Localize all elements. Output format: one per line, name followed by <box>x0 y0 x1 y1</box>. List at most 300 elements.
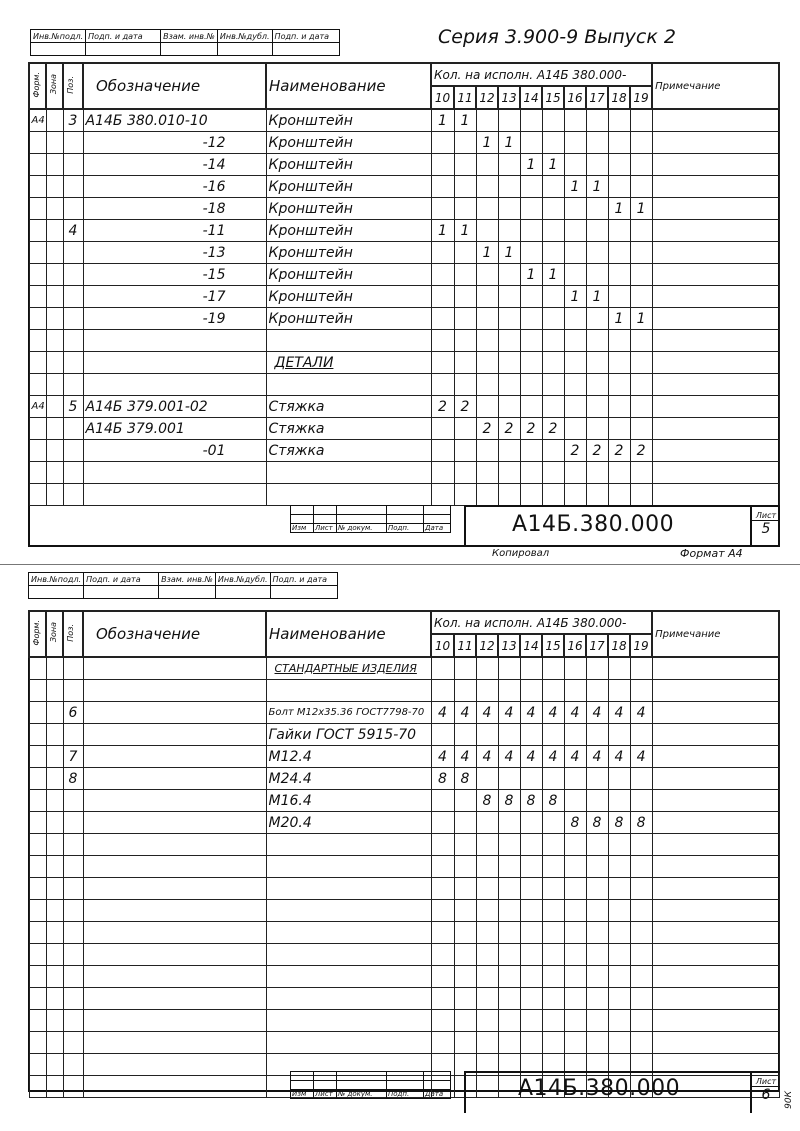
qty-cell <box>564 790 586 812</box>
table-row <box>29 856 779 878</box>
qty-cell <box>476 330 498 352</box>
zone-cell <box>46 812 63 834</box>
qty-cell: 2 <box>454 396 476 418</box>
table-row <box>29 900 779 922</box>
qty-cell <box>520 834 542 856</box>
qty-cell <box>630 922 652 944</box>
qty-cell <box>454 944 476 966</box>
qty-cell: 4 <box>542 746 564 768</box>
qty-cell <box>454 462 476 484</box>
pos-cell <box>63 900 83 922</box>
qty-cell: 1 <box>630 198 652 220</box>
format-cell <box>29 900 46 922</box>
qty-cell <box>630 132 652 154</box>
qty-cell <box>630 374 652 396</box>
variant-header-19: 19 <box>630 86 652 109</box>
qty-cell: 1 <box>542 264 564 286</box>
qty-cell <box>586 944 608 966</box>
designation-cell <box>83 878 266 900</box>
qty-cell <box>431 198 454 220</box>
qty-cell <box>454 352 476 374</box>
note-cell <box>652 680 779 702</box>
qty-cell <box>431 154 454 176</box>
qty-cell <box>476 176 498 198</box>
variant-header-11: 11 <box>454 634 476 657</box>
qty-cell <box>454 132 476 154</box>
qty-cell <box>542 680 564 702</box>
qty-cell <box>498 308 520 330</box>
qty-cell <box>520 812 542 834</box>
name-cell: Болт М12х35.36 ГОСТ7798-70 <box>266 702 431 724</box>
qty-cell: 1 <box>564 176 586 198</box>
qty-cell <box>431 812 454 834</box>
qty-cell <box>431 242 454 264</box>
qty-cell <box>476 352 498 374</box>
qty-cell <box>608 900 630 922</box>
qty-cell <box>431 418 454 440</box>
qty-cell: 1 <box>498 132 520 154</box>
qty-cell: 2 <box>520 418 542 440</box>
qty-cell <box>586 790 608 812</box>
zone-cell <box>46 132 63 154</box>
qty-cell <box>542 352 564 374</box>
sheet-divider <box>0 564 800 565</box>
qty-cell <box>630 856 652 878</box>
qty-cell <box>454 154 476 176</box>
pos-cell <box>63 878 83 900</box>
qty-cell <box>630 242 652 264</box>
qty-cell <box>564 242 586 264</box>
qty-cell <box>630 657 652 680</box>
designation-cell: -17 <box>83 286 266 308</box>
designation-cell <box>83 680 266 702</box>
qty-cell <box>630 220 652 242</box>
qty-cell <box>608 680 630 702</box>
name-cell: Стяжка <box>266 440 431 462</box>
qty-cell <box>476 484 498 506</box>
qty-cell <box>431 352 454 374</box>
note-cell <box>652 220 779 242</box>
qty-cell <box>520 374 542 396</box>
qty-cell <box>542 1032 564 1054</box>
qty-cell <box>498 680 520 702</box>
tb-col: № докум. <box>337 524 387 533</box>
qty-cell <box>608 132 630 154</box>
name-cell <box>266 900 431 922</box>
variant-header-10: 10 <box>431 634 454 657</box>
sheet-label: Лист <box>752 505 780 521</box>
qty-cell <box>476 374 498 396</box>
name-cell <box>266 462 431 484</box>
qty-cell <box>542 242 564 264</box>
name-cell <box>266 988 431 1010</box>
note-cell <box>652 176 779 198</box>
qty-cell: 1 <box>498 242 520 264</box>
qty-cell <box>630 966 652 988</box>
format-cell <box>29 1054 46 1076</box>
qty-cell <box>520 900 542 922</box>
zone-cell <box>46 1032 63 1054</box>
qty-cell <box>586 484 608 506</box>
tb-col: Лист <box>314 524 337 533</box>
qty-cell <box>542 396 564 418</box>
qty-cell <box>431 308 454 330</box>
stamp-cell: Подп. и дата <box>272 30 339 43</box>
variant-header-14: 14 <box>520 86 542 109</box>
copied-label: Копировал <box>492 548 550 559</box>
table-row <box>29 352 779 374</box>
qty-cell <box>454 922 476 944</box>
qty-cell <box>564 352 586 374</box>
qty-cell: 1 <box>476 132 498 154</box>
pos-cell <box>63 944 83 966</box>
zone-cell <box>46 220 63 242</box>
qty-cell <box>608 264 630 286</box>
note-cell <box>652 878 779 900</box>
qty-cell: 4 <box>431 702 454 724</box>
sheet-no-box <box>750 505 780 547</box>
qty-cell <box>564 264 586 286</box>
zone-cell <box>46 330 63 352</box>
name-cell: Кронштейн <box>266 286 431 308</box>
format-cell <box>29 462 46 484</box>
qty-cell <box>431 966 454 988</box>
qty-cell <box>520 484 542 506</box>
qty-cell: 8 <box>586 812 608 834</box>
qty-cell <box>498 396 520 418</box>
col-note: Примечание <box>652 611 779 657</box>
qty-cell <box>520 132 542 154</box>
qty-cell <box>542 724 564 746</box>
qty-cell <box>564 680 586 702</box>
pos-cell <box>63 856 83 878</box>
designation-cell <box>83 746 266 768</box>
qty-cell: 1 <box>431 109 454 132</box>
designation-cell <box>83 1076 266 1098</box>
format-cell <box>29 1010 46 1032</box>
qty-cell <box>564 900 586 922</box>
qty-cell: 4 <box>476 702 498 724</box>
qty-cell <box>608 176 630 198</box>
qty-cell <box>608 242 630 264</box>
qty-cell <box>608 1010 630 1032</box>
note-cell <box>652 264 779 286</box>
name-cell: Стяжка <box>266 396 431 418</box>
stamp-cell: Подп. и дата <box>84 573 159 586</box>
qty-cell <box>542 657 564 680</box>
designation-cell <box>83 724 266 746</box>
qty-cell <box>542 1010 564 1032</box>
qty-cell: 8 <box>476 790 498 812</box>
document-code: А14Б.380.000 <box>518 1076 681 1101</box>
col-designation: Обозначение <box>83 63 266 109</box>
zone-cell <box>46 286 63 308</box>
name-cell <box>266 680 431 702</box>
qty-cell <box>520 878 542 900</box>
variant-header-18: 18 <box>608 634 630 657</box>
name-cell <box>266 944 431 966</box>
name-cell: М12.4 <box>266 746 431 768</box>
qty-cell <box>608 944 630 966</box>
qty-cell <box>542 330 564 352</box>
qty-cell <box>454 724 476 746</box>
table-row <box>29 462 779 484</box>
name-cell: Стяжка <box>266 418 431 440</box>
qty-cell <box>498 484 520 506</box>
note-cell <box>652 812 779 834</box>
qty-cell: 4 <box>520 702 542 724</box>
qty-cell <box>520 330 542 352</box>
qty-cell <box>630 900 652 922</box>
format-cell <box>29 878 46 900</box>
qty-cell <box>498 834 520 856</box>
table-row <box>29 1032 779 1054</box>
qty-cell: 8 <box>564 812 586 834</box>
pos-cell <box>63 176 83 198</box>
qty-cell: 1 <box>542 154 564 176</box>
qty-cell <box>476 878 498 900</box>
sheet-1 <box>0 0 800 565</box>
qty-cell <box>476 657 498 680</box>
designation-cell <box>83 988 266 1010</box>
designation-cell: А14Б 380.010-10 <box>83 109 266 132</box>
name-cell: Кронштейн <box>266 264 431 286</box>
note-cell <box>652 418 779 440</box>
tb-col: Изм <box>291 524 314 533</box>
zone-cell <box>46 834 63 856</box>
qty-cell <box>608 878 630 900</box>
table-row <box>29 286 779 308</box>
note-cell <box>652 352 779 374</box>
pos-cell <box>63 484 83 506</box>
variant-header-17: 17 <box>586 634 608 657</box>
qty-cell <box>476 286 498 308</box>
variant-header-12: 12 <box>476 634 498 657</box>
qty-cell <box>586 308 608 330</box>
qty-cell: 2 <box>476 418 498 440</box>
note-cell <box>652 462 779 484</box>
qty-cell: 1 <box>520 264 542 286</box>
variant-header-13: 13 <box>498 86 520 109</box>
name-cell <box>266 922 431 944</box>
variant-header-10: 10 <box>431 86 454 109</box>
pos-cell: 3 <box>63 109 83 132</box>
qty-cell <box>586 657 608 680</box>
name-cell: СТАНДАРТНЫЕ ИЗДЕЛИЯ <box>266 657 431 680</box>
name-cell: Кронштейн <box>266 176 431 198</box>
qty-cell <box>564 657 586 680</box>
note-cell <box>652 657 779 680</box>
qty-cell <box>630 878 652 900</box>
pos-cell: 8 <box>63 768 83 790</box>
qty-cell: 2 <box>586 440 608 462</box>
qty-cell <box>630 154 652 176</box>
designation-cell: -01 <box>83 440 266 462</box>
name-cell <box>266 856 431 878</box>
qty-cell: 8 <box>454 768 476 790</box>
format-cell <box>29 1032 46 1054</box>
stamp-cell: Взам. инв.№ <box>159 573 216 586</box>
qty-cell <box>564 988 586 1010</box>
name-cell: Кронштейн <box>266 132 431 154</box>
tb-col: Лист <box>314 1090 337 1099</box>
table-row <box>29 330 779 352</box>
qty-cell <box>608 790 630 812</box>
qty-cell <box>564 462 586 484</box>
qty-cell <box>542 834 564 856</box>
table-row <box>29 198 779 220</box>
designation-cell: -11 <box>83 220 266 242</box>
qty-cell: 2 <box>542 418 564 440</box>
pos-cell <box>63 286 83 308</box>
pos-cell <box>63 724 83 746</box>
table-row <box>29 109 779 132</box>
qty-cell <box>542 308 564 330</box>
name-cell: М24.4 <box>266 768 431 790</box>
zone-cell <box>46 396 63 418</box>
format-cell <box>29 966 46 988</box>
qty-cell: 1 <box>520 154 542 176</box>
designation-cell <box>83 330 266 352</box>
qty-cell <box>586 132 608 154</box>
tb-col: Подп. <box>387 1090 424 1099</box>
qty-cell <box>564 1010 586 1032</box>
qty-cell <box>476 922 498 944</box>
format-cell <box>29 198 46 220</box>
qty-cell <box>586 966 608 988</box>
qty-cell <box>586 220 608 242</box>
qty-cell <box>431 724 454 746</box>
stamp-cell: Подп. и дата <box>86 30 161 43</box>
qty-cell <box>520 657 542 680</box>
note-cell <box>652 440 779 462</box>
qty-cell: 4 <box>542 702 564 724</box>
note-cell <box>652 484 779 506</box>
note-cell <box>652 198 779 220</box>
qty-cell <box>476 396 498 418</box>
qty-cell <box>431 680 454 702</box>
qty-cell <box>520 1032 542 1054</box>
table-row <box>29 220 779 242</box>
qty-cell <box>608 657 630 680</box>
qty-cell <box>608 330 630 352</box>
name-cell: Кронштейн <box>266 154 431 176</box>
zone-cell <box>46 308 63 330</box>
qty-cell <box>498 922 520 944</box>
qty-cell <box>608 286 630 308</box>
designation-cell <box>83 922 266 944</box>
qty-cell <box>476 440 498 462</box>
table-row <box>29 242 779 264</box>
qty-cell <box>454 176 476 198</box>
series-header: Серия 3.900-9 Выпуск 2 <box>438 26 676 48</box>
sheet-2 <box>0 566 800 1131</box>
qty-cell <box>476 264 498 286</box>
qty-cell <box>476 724 498 746</box>
pos-cell <box>63 790 83 812</box>
designation-cell <box>83 1010 266 1032</box>
pos-cell <box>63 657 83 680</box>
qty-cell <box>476 812 498 834</box>
qty-cell <box>586 856 608 878</box>
qty-cell <box>564 198 586 220</box>
qty-cell <box>608 724 630 746</box>
qty-cell <box>608 396 630 418</box>
qty-cell <box>476 198 498 220</box>
variant-header-17: 17 <box>586 86 608 109</box>
pos-cell <box>63 1076 83 1098</box>
pos-cell <box>63 264 83 286</box>
pos-cell: 4 <box>63 220 83 242</box>
qty-cell <box>476 988 498 1010</box>
qty-cell <box>498 856 520 878</box>
qty-cell: 4 <box>476 746 498 768</box>
qty-cell: 1 <box>431 220 454 242</box>
qty-cell <box>564 220 586 242</box>
zone-cell <box>46 484 63 506</box>
qty-cell <box>542 198 564 220</box>
qty-cell <box>608 768 630 790</box>
zone-cell <box>46 702 63 724</box>
table-row <box>29 264 779 286</box>
qty-cell <box>520 286 542 308</box>
col-name: Наименование <box>266 611 431 657</box>
variant-header-13: 13 <box>498 634 520 657</box>
qty-cell <box>454 242 476 264</box>
qty-cell <box>454 330 476 352</box>
qty-cell <box>454 966 476 988</box>
table-row <box>29 657 779 680</box>
qty-cell <box>608 352 630 374</box>
table-row <box>29 418 779 440</box>
variant-header-19: 19 <box>630 634 652 657</box>
table-row <box>29 922 779 944</box>
qty-cell <box>608 109 630 132</box>
designation-cell <box>83 966 266 988</box>
qty-cell: 2 <box>608 440 630 462</box>
qty-cell <box>630 396 652 418</box>
zone-cell <box>46 352 63 374</box>
sheet-number: 5 <box>761 521 771 537</box>
format-cell <box>29 988 46 1010</box>
stamp-cell: Взам. инв.№ <box>161 30 218 43</box>
note-cell <box>652 834 779 856</box>
qty-cell: 1 <box>454 220 476 242</box>
name-cell <box>266 484 431 506</box>
pos-cell <box>63 132 83 154</box>
qty-cell <box>586 374 608 396</box>
pos-cell <box>63 1010 83 1032</box>
zone-cell <box>46 462 63 484</box>
qty-cell <box>564 374 586 396</box>
qty-cell <box>431 900 454 922</box>
col-name: Наименование <box>266 63 431 109</box>
name-cell: М16.4 <box>266 790 431 812</box>
qty-cell <box>498 966 520 988</box>
qty-cell <box>454 286 476 308</box>
qty-cell <box>498 264 520 286</box>
qty-cell <box>498 154 520 176</box>
tb-col: № докум. <box>337 1090 387 1099</box>
qty-cell <box>564 856 586 878</box>
qty-cell <box>542 440 564 462</box>
note-cell <box>652 330 779 352</box>
approval-stamp-top <box>30 29 340 56</box>
qty-cell <box>520 220 542 242</box>
qty-cell <box>520 768 542 790</box>
qty-cell <box>431 878 454 900</box>
qty-cell: 4 <box>608 702 630 724</box>
